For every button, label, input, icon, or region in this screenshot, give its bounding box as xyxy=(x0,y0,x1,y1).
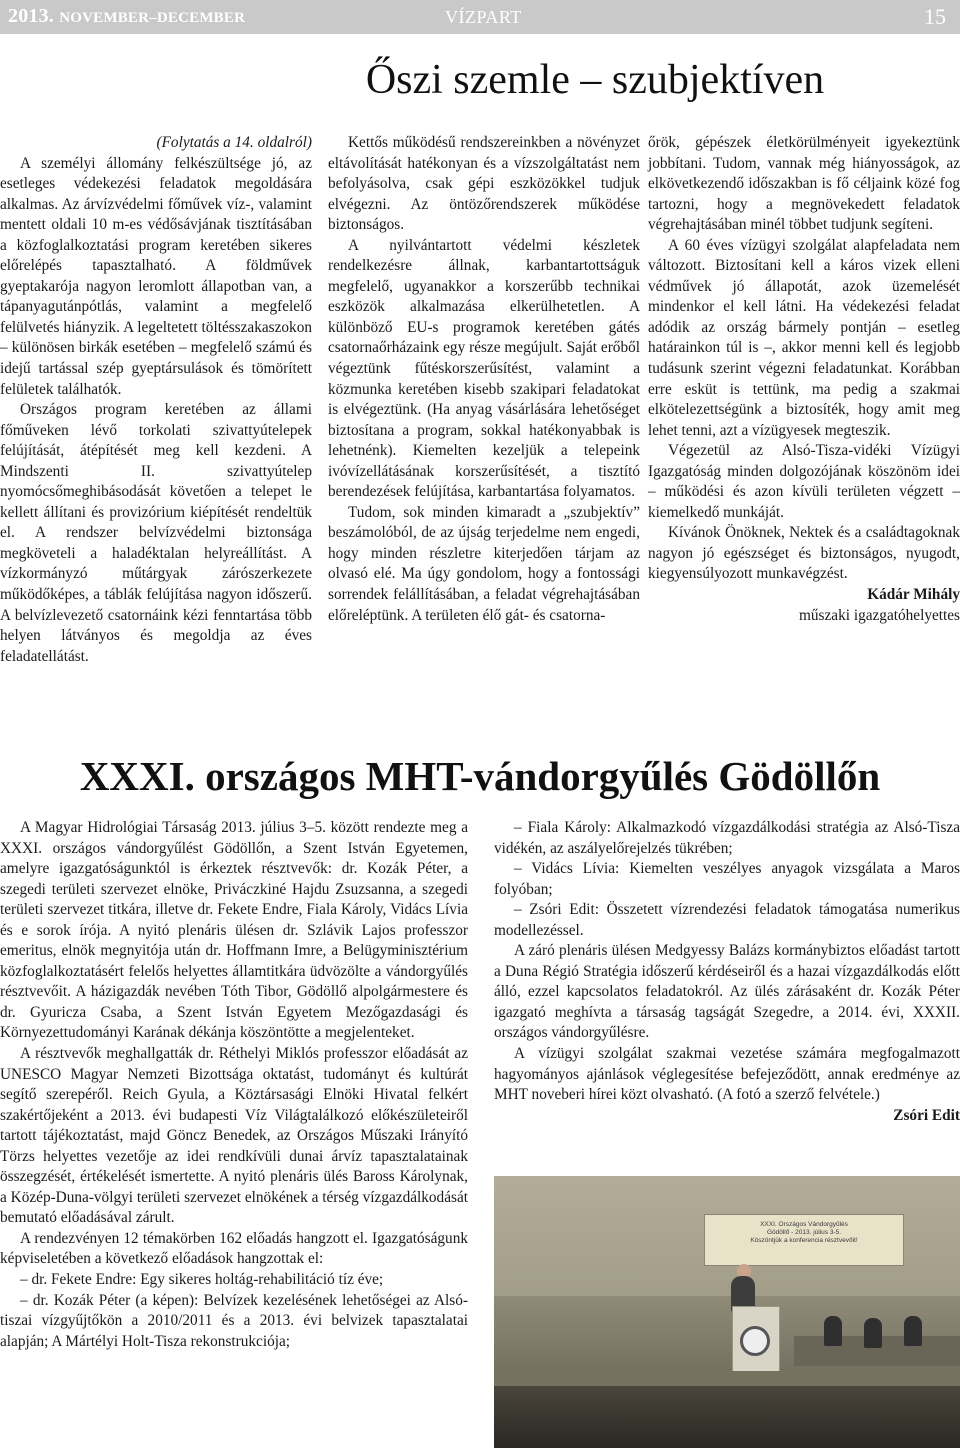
seated-person xyxy=(904,1316,922,1346)
author-name: Kádár Mihály xyxy=(867,586,960,604)
paragraph: Kívánok Önöknek, Nektek és a családtagoknak nagyon jó egészséget és biztonságos, nyugodt, kiegyensúlyozott munkavégzést. xyxy=(648,524,960,583)
paragraph: A rendezvényen 12 témakörben 162 előadás hangzott el. Igazgatóságunk képviseletében a következő előadások hangzottak el: xyxy=(0,1229,468,1268)
article2-column-1 xyxy=(0,818,468,1352)
paragraph: Kettős működésű rendszereinkben a növényzet eltávolítását hatékonyan és a vízszolgáltatást nem befolyásolva, csak gépi eszközökkel tudjuk elvégezni. Az öntözőrendszerek működése biztonságos. xyxy=(328,134,640,234)
issue-months: NOVEMBER–DECEMBER xyxy=(59,10,246,26)
article2-title: XXXI. országos MHT-vándorgyűlés Gödöllőn xyxy=(79,753,881,799)
article2-column-2 xyxy=(494,818,960,1126)
paragraph: A 60 éves vízügyi szolgálat alapfeladata nem változott. Biztosítani kell a káros vizek elleni védművek jó állapotát, azok üzemelését mindenkor el kell látni. Ha védekezési feladat adódik az ország bármely pontján – esetleg határainkon túl is –, akkor menni kell és legjobb tudásunk szerint végezni feladatunkat. Korábban erre esküt is tettünk, ma pedig a szakmai elkötelezettségünk a biztosíték, hogy amit meg lehet tenni, azt a vízügyesek megteszik. xyxy=(648,236,960,439)
list-item: – Zsóri Edit: Összetett vízrendezési feladatok támogatása numerikus modellezéssel. xyxy=(494,901,960,939)
paragraph: A személyi állomány felkészültsége jó, az esetleges védekezési feladatok megoldására alkalmas. Az árvízvédelmi főművek víz-, valamint mentett oldali 10 m-es védősávjának tisztításában a közfoglalkoztatási program keretében sikeres előrelépés tapasztalható. A földművek gyeptakarója nagyon leromlott állapotban van, a tápanyagutánpótlás, valamint a megfelelő felülvetés hiányzik. A legeltetett töltésszakaszokon – különösen birkák esetében – megfelelő számú és idejű tartással szép gyeptársulások és tömörített felületek találhatók. xyxy=(0,154,312,398)
author-title: műszaki igazgatóhelyettes xyxy=(799,606,960,624)
list-item: – dr. Kozák Péter (a képen): Belvízek kezelésének lehetőségei az Alsó-tiszai vízgyűjtőkön a 2010/2011 és a 2013. évi belvizek tapasztalatai alapján; A Mártélyi Holt-Tisza rekonstrukciója; xyxy=(0,1291,468,1350)
paragraph: Országos program keretében az állami főműveken lévő torkolati szivattyútelepek felújítását, átépítését meg kell kezdeni. A Mindszenti II. szivattyútelep nyomócsőmeghibásodását követően a telepet le kellett állítani és provizórium kiépítését rendeltük el. A rendszer belvízvédelmi biztonsága megköveteli a haladéktalan helyreállítást. A vízkormányzó műtárgyak zárószerkezete működőképes, a táblák felújítása nagyon időszerű. A belvízlevezető csatornáink kézi fenntartása több helyen látványos és megoldja az éves feladatellátást. xyxy=(0,401,312,665)
list-item: – Fiala Károly: Alkalmazkodó vízgazdálkodási stratégia az Alsó-Tisza vidékén, az aszályelőrejelzés tükrében; xyxy=(494,819,960,857)
seated-person xyxy=(824,1316,842,1346)
author-name: Zsóri Edit xyxy=(893,1106,960,1124)
seated-person xyxy=(864,1318,882,1348)
paragraph: Végezetül az Alsó-Tisza-vidéki Vízügyi Igazgatóság minden dolgozójának köszönöm idei – működési és azon kívüli területen végzett – kiemelkedő munkáját. xyxy=(648,442,960,521)
page-header xyxy=(0,0,960,34)
projection-screen: XXXI. Országos Vándorgyűlés Gödöllő - 2013. július 3-5. Köszöntjük a konferencia résztvevőit! xyxy=(704,1214,904,1266)
page-number: 15 xyxy=(924,4,946,29)
paragraph: A vízügyi szolgálat szakmai vezetése számára megfogalmazott hagyományos ajánlások véglegesítése befejeződött, annak eredménye az MHT noveberi hírei közt olvasható. (A fotó a szerző felvétele.) xyxy=(494,1045,960,1104)
audience xyxy=(494,1386,960,1448)
podium-logo-icon xyxy=(740,1326,770,1356)
article1-column-1 xyxy=(0,133,312,667)
continued-note: (Folytatás a 14. oldalról) xyxy=(156,134,312,151)
issue-date xyxy=(8,5,245,28)
paragraph: A Magyar Hidrológiai Társaság 2013. július 3–5. között rendezte meg a XXXI. országos vándorgyűlést Gödöllőn, a Szent István Egyetemen, amelyre igazgatóságunktól is érkeztek résztvevők: dr. Kozák Péter, a szegedi területi szervezet elnöke, Priváczkiné Hajdu Zsuzsanna, a szegedi területi szervezet titkára, illetve dr. Fekete Endre, Fiala Károly, Vidács Lívia és e sorok írója. A nyitó plenáris ülésen dr. Szlávik Lajos professzor emeritus, elnök megnyitója után dr. Hoffmann Imre, a Belügyminisztérium közfoglalkoztatásért felelős helyettes államtitkára üdvözölte a vándorgyűlés résztvevőit. A házigazdák nevében Tóth Tibor, Gödöllő alpolgármestere és dr. Gyuricza Csaba, a Szent István Egyetem Mezőgazdasági és Környezettudományi Karának dékánja köszöntötte a megjelenteket. xyxy=(0,819,468,1042)
paragraph: Tudom, sok minden kimaradt a „szubjektív” beszámolóból, de az újság terjedelme nem engedi, hogy minden részletre kiterjedően tárjam az olvasó elé. Ma úgy gondolom, hogy a fontossági sorrendek felállításában, a feladat végrehajtásában előreléptünk. A területen élő gát- és csatorna- xyxy=(328,503,640,624)
conference-photo xyxy=(494,1176,960,1448)
article1-column-2 xyxy=(328,133,640,626)
list-item: – dr. Fekete Endre: Egy sikeres holtág-rehabilitáció tíz éve; xyxy=(20,1271,384,1289)
paragraph: A záró plenáris ülésen Medgyessy Balázs kormánybiztos előadást tartott a Duna Régió Stratégia időszerű kérdéseiről és a hazai vízgazdálkodás előtt álló, ezzel kapcsolatos feladatokról. Az ülés zárásaként dr. Kozák Péter igazgató meghívta a társaság tagságát Szegedre, a 2014. évi, XXXII. országos vándorgyűlésre. xyxy=(494,942,960,1042)
publication-name: VÍZPART xyxy=(445,7,522,27)
article1-column-3 xyxy=(648,133,960,626)
paragraph: A nyilvántartott védelmi készletek rendelkezésre állnak, karbantartottságuk megfelelő, ugyanakkor a korszerűbb technikai eszközök alkalmazása elkerülhetetlen. A különböző EU-s programok keretében gátés csatornaőrházaink egy része megújult. Saját erőből végeztünk fűtéskorszerűsítést, valamint a közmunka keretében kisebb szakipari feladatokat is elvégeztünk. (Ha anyag vásárlására lehetőséget biztosítana a program, sokkal hatékonyabbak is lehetnénk). Kiemelten kezeljük a telepeink ivóvízellátásának korszerűsítését, a tisztító berendezések felújítása, karbantartása folyamatos. xyxy=(328,236,640,501)
article1-title: Őszi szemle – szubjektíven xyxy=(365,57,825,103)
list-item: – Vidács Lívia: Kiemelten veszélyes anyagok vizsgálata a Maros folyóban; xyxy=(494,860,960,898)
issue-year: 2013. xyxy=(8,5,54,27)
paragraph: őrök, gépészek életkörülményeit igyekeztünk jobbítani. Tudom, vannak még hiányosságok, az elkövetkezendő időszakban is fő céljaink közé fog tartozni, hogy a megnövekedett feladatok végrehajtásában minél többet tudjunk segíteni. xyxy=(648,134,960,234)
paragraph: A résztvevők meghallgatták dr. Réthelyi Miklós professzor előadását az UNESCO Magyar Nemzeti Bizottsága oktatást, tudományt és kultúrát segítő szerepéről. Reich Gyula, a Köztársasági Elnöki Hivatal felkért szakértőjeként a 2013. évi budapesti Víz Világtalálkozó előkészületeiről tartott tájékoztatást, majd Göncz Benedek, az Országos Műszaki Irányító Törzs helyettes vezetője az idei rendkívüli dunai árvíz tapasztalatainak összegzését, értékelését ismertette. A nyitó plenáris ülés Baross Károlynak, a Közép-Duna-völgyi területi szervezet elnökének a térség vízgazdálkodását bemutató előadásával zárult. xyxy=(0,1045,468,1227)
